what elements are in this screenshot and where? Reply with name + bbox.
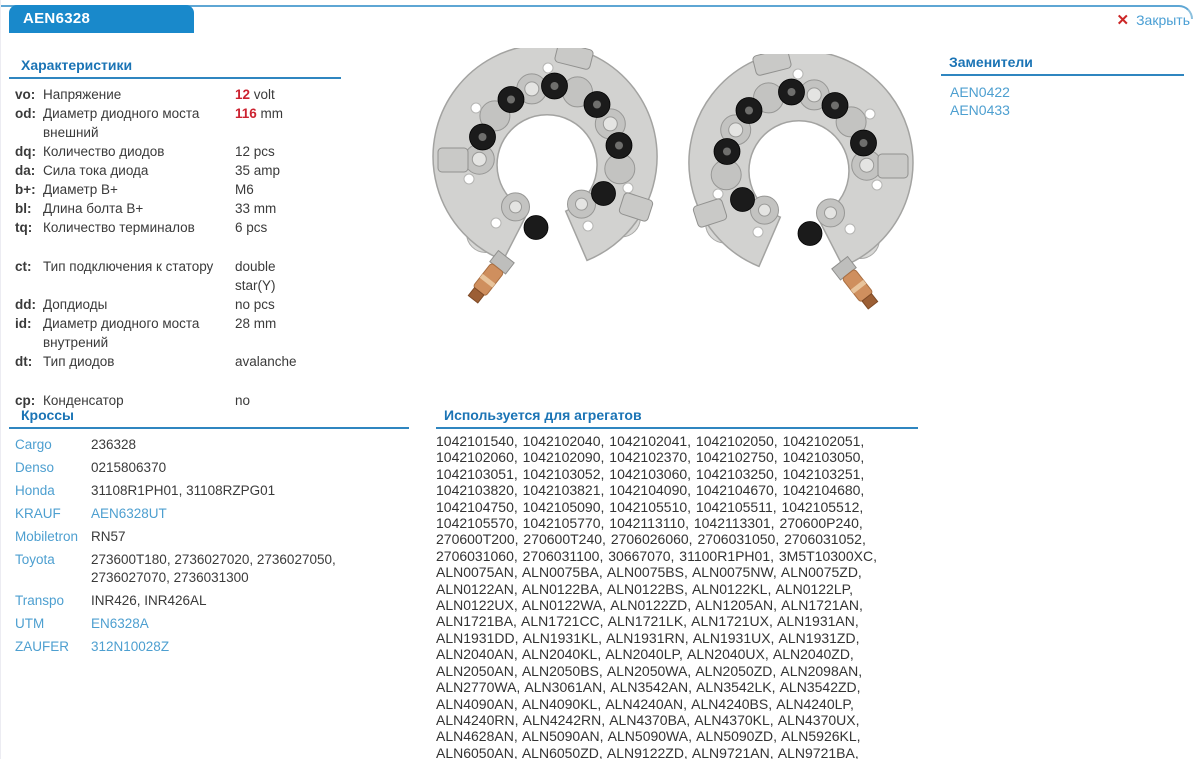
characteristic-row	[15, 314, 393, 352]
characteristics-title: Характеристики	[9, 57, 341, 79]
characteristic-key: vo:	[15, 87, 36, 102]
characteristic-label: Диаметр диодного моста внешний	[43, 106, 200, 140]
value-segment: volt	[250, 87, 275, 102]
close-icon: ✕	[1116, 12, 1130, 29]
characteristic-key: dt:	[15, 354, 33, 369]
cross-value-link[interactable]: EN6328A	[91, 616, 149, 631]
cross-row	[15, 505, 411, 523]
characteristic-key: tq:	[15, 220, 33, 235]
cross-brand-link[interactable]: ZAUFER	[15, 639, 69, 654]
cross-brand-link[interactable]: Toyota	[15, 552, 55, 567]
value-segment: 6 pcs	[235, 220, 268, 235]
cross-brand-link[interactable]: Honda	[15, 483, 55, 498]
characteristic-row	[15, 180, 393, 199]
cross-value: 31108R1PH01, 31108RZPG01	[91, 483, 276, 498]
usage-list: 1042101540, 1042102040, 1042102041, 1042102050, 1042102051, 1042102060, 1042102090, 1042102370, 1042102750, 1042103050, 1042103051, 1042103052, 1042103060, 1042103250, 1042103251, 1042103820, 1042103821, 1042104090, 1042104670, 1042104680, 1042104750, 1042105090, 1042105510, 1042105511, 1042105512, 1042105570, 1042105770, 1042113110, 1042113301, 270600P240, 270600T200, 270600T240, 2706026060, 2706031050, 2706031052, 2706031060, 2706031100, 30667070, 31100R1PH01, 3M5T10300XC, ALN0075AN, ALN0075BA, ALN0075BS, ALN0075NW, ALN0075ZD, ALN0122AN, ALN0122BA, ALN0122BS, ALN0122KL, ALN0122LP, ALN0122UX, ALN0122WA, ALN0122ZD, ALN1205AN, ALN1721AN, ALN1721BA, ALN1721CC, ALN1721LK, ALN1721UX, ALN1931AN, ALN1931DD, ALN1931KL, ALN1931RN, ALN1931UX, ALN1931ZD, ALN2040AN, ALN2040KL, ALN2040LP, ALN2040UX, ALN2040ZD, ALN2050AN, ALN2050BS, ALN2050WA, ALN2050ZD, ALN2098AN, ALN2770WA, ALN3061AN, ALN3542AN, ALN3542LK, ALN3542ZD, ALN4090AN, ALN4090KL, ALN4240AN, ALN4240BS, ALN4240LP, ALN4240RN, ALN4242RN, ALN4370BA, ALN4370KL, ALN4370UX, ALN4628AN, ALN5090AN, ALN5090WA, ALN5090ZD, ALN5926KL, ALN6050AN, ALN6050ZD, ALN9122ZD, ALN9721AN, ALN9721BA,	[436, 433, 877, 759]
cross-row	[15, 638, 411, 656]
characteristic-label: Тип диодов	[43, 354, 115, 369]
characteristic-key: dd:	[15, 297, 36, 312]
characteristic-value	[235, 180, 355, 199]
value-segment: mm	[256, 106, 284, 121]
cross-value: RN57	[91, 529, 126, 544]
value-segment: double star(Y)	[235, 259, 276, 293]
value-segment: 33 mm	[235, 201, 277, 216]
characteristic-value	[235, 257, 355, 295]
part-number-tab	[9, 5, 194, 33]
cross-brand-link[interactable]: KRAUF	[15, 506, 61, 521]
crosses-rows	[9, 429, 411, 656]
characteristic-label: Напряжение	[43, 87, 122, 102]
close-button[interactable]	[1117, 11, 1191, 29]
crosses-title: Кроссы	[9, 407, 409, 429]
characteristics-rows	[9, 79, 393, 410]
characteristic-value	[235, 218, 355, 237]
cross-brand-link[interactable]: Transpo	[15, 593, 65, 608]
characteristic-label: Тип подключения к статору	[43, 259, 214, 274]
cross-brand-link[interactable]: Denso	[15, 460, 55, 475]
value-segment: 12	[235, 87, 251, 102]
characteristic-key: dq:	[15, 144, 36, 159]
value-segment: avalanche	[235, 354, 297, 369]
characteristic-label: Сила тока диода	[43, 163, 149, 178]
characteristic-label: Диаметр диодного моста внутрений	[43, 316, 200, 350]
characteristic-label: Диаметр B+	[43, 182, 118, 197]
substitutes-title: Заменители	[941, 54, 1184, 76]
characteristics-section	[9, 57, 393, 410]
substitutes-section	[941, 54, 1187, 119]
characteristic-value	[235, 199, 355, 218]
characteristic-value	[235, 161, 355, 180]
characteristic-value	[235, 104, 355, 142]
characteristic-key: bl:	[15, 201, 32, 216]
characteristic-label: Допдиоды	[43, 297, 108, 312]
characteristic-value	[235, 352, 355, 371]
characteristic-value	[235, 142, 355, 161]
value-segment: 28 mm	[235, 316, 277, 331]
cross-value: 236328	[91, 437, 137, 452]
characteristic-key: b+:	[15, 182, 36, 197]
cross-value: INR426, INR426AL	[91, 593, 207, 608]
value-segment: 35 amp	[235, 163, 281, 178]
cross-brand-link[interactable]: Mobiletron	[15, 529, 79, 544]
usage-section	[436, 407, 920, 759]
characteristic-row	[15, 295, 393, 314]
characteristic-label: Количество диодов	[43, 144, 165, 159]
usage-title: Используется для агрегатов	[436, 407, 918, 429]
characteristic-label: Конденсатор	[43, 393, 124, 408]
characteristic-row	[15, 257, 393, 295]
substitute-link[interactable]: AEN0422	[950, 84, 1010, 100]
characteristic-key: id:	[15, 316, 32, 331]
characteristic-key: cp:	[15, 393, 36, 408]
crosses-section	[9, 407, 411, 661]
characteristic-key: da:	[15, 163, 36, 178]
value-segment: M6	[235, 182, 254, 197]
cross-brand-link[interactable]: Cargo	[15, 437, 52, 452]
substitutes-links	[941, 76, 1187, 119]
close-label: Закрыть	[1136, 12, 1190, 28]
cross-value: 273600T180, 2736027020, 2736027050, 2736027070, 2736031300	[91, 552, 336, 585]
cross-row	[15, 592, 411, 610]
characteristic-row	[15, 199, 393, 218]
value-segment: 116	[235, 106, 257, 121]
characteristic-value	[235, 295, 355, 314]
characteristic-label: Количество терминалов	[43, 220, 195, 235]
characteristic-row	[15, 142, 393, 161]
cross-value-link[interactable]: AEN6328UT	[91, 506, 167, 521]
value-segment: no	[235, 393, 251, 408]
cross-row	[15, 528, 411, 546]
value-segment: no pcs	[235, 297, 275, 312]
cross-row	[15, 459, 411, 477]
product-photos	[426, 44, 936, 334]
characteristic-row	[15, 104, 393, 142]
characteristic-key: ct:	[15, 259, 32, 274]
part-number: AEN6328	[23, 10, 91, 27]
characteristic-row	[15, 85, 393, 104]
characteristic-value	[235, 85, 355, 104]
characteristic-label: Длина болта B+	[43, 201, 144, 216]
cross-value: 0215806370	[91, 460, 167, 475]
characteristic-row	[15, 218, 393, 237]
substitute-link[interactable]: AEN0433	[950, 102, 1010, 118]
cross-row	[15, 615, 411, 633]
diode-bridge-photo-left	[426, 48, 662, 310]
cross-row	[15, 436, 411, 454]
cross-value-link[interactable]: 312N10028Z	[91, 639, 170, 654]
characteristic-key: od:	[15, 106, 36, 121]
cross-row	[15, 551, 411, 587]
spacer	[15, 237, 393, 257]
characteristic-row	[15, 352, 393, 371]
characteristic-value	[235, 314, 355, 352]
value-segment: 12 pcs	[235, 144, 275, 159]
spacer	[15, 371, 393, 391]
cross-brand-link[interactable]: UTM	[15, 616, 45, 631]
cross-row	[15, 482, 411, 500]
characteristic-row	[15, 161, 393, 180]
diode-bridge-photo-right	[684, 54, 920, 316]
